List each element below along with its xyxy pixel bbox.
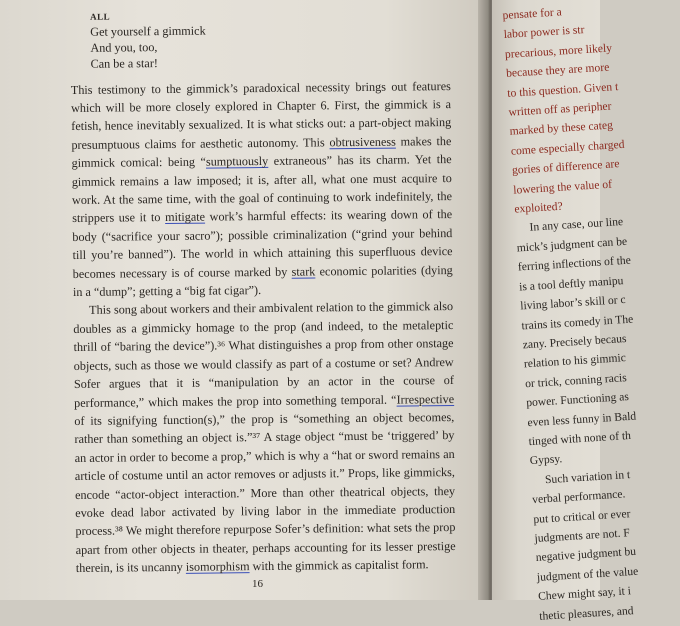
right-page-line: written off as peripher bbox=[508, 99, 612, 119]
right-page-line: judgment of the value bbox=[536, 564, 639, 584]
right-text-block bbox=[502, 0, 680, 626]
song-lyrics bbox=[70, 6, 451, 73]
right-page-line: exploited? bbox=[514, 199, 564, 216]
text-run: This song about workers and their ambivalent relation to the gimmick also doubles as a gimmicky homage to the prop (and indeed, to the metaleptic thrill of “baring the device”).³⁶ What distinguishes a prop from other onstage objects, such as those we would classify as part of a costume or set? Andrew Sofer argues that it is “manipulation by an actor in the course of performance,” which makes the prop into something temporal. “ bbox=[73, 299, 454, 410]
text-run: This testimony to the gimmick’s paradoxical necessity brings out features which will be more closely explored in Chapter 6. First, the gimmick is a fetish, hence inevitably sexualized. It is what sticks out: a part-object making presumptuous claims for aesthetic autonomy. This bbox=[70, 78, 452, 152]
body-paragraph bbox=[73, 297, 456, 577]
right-page-line: Gypsy. bbox=[529, 452, 563, 468]
underlined-word: stark bbox=[291, 264, 316, 279]
right-page-line: thetic pleasures, and bbox=[538, 603, 634, 623]
text-run: of its signifying function(s),” the prop is “something an object becomes, rather than something an object is.”³⁷ A stage object “must be ‘triggered’ by an actor in order to become a prop,” which is why a “hat or sword remains an article of costume until an actor removes or adjusts it.” Props, like gimmicks, encode “actor-object interaction.” More than other theatrical objects, they evoke dead labor activated by living labor in the immediate production process.³⁸ We might therefore repurpose Sofer’s definition: what sets the prop apart from other objects in theater, perhaps accounting for its lesser prestige therein, is its uncanny bbox=[74, 409, 456, 576]
lyric-speaker: ALL bbox=[90, 11, 111, 22]
body-paragraph bbox=[71, 77, 453, 302]
underlined-word: isomorphism bbox=[185, 559, 250, 574]
lyric-line: Can be a star! bbox=[90, 56, 158, 72]
lyric-line: And you, too, bbox=[90, 40, 158, 55]
right-page-line: judgments are not. F bbox=[534, 526, 631, 545]
right-page-line: because they are more bbox=[505, 60, 610, 81]
text-run: makes the gimmick comical: being “ bbox=[71, 133, 452, 171]
right-page-line: In any case, our line bbox=[529, 215, 624, 235]
right-page bbox=[492, 0, 639, 623]
right-page-line: come especially charged bbox=[510, 137, 625, 158]
right-page-line: is a tool deftly manipu bbox=[518, 273, 624, 294]
right-page-line: tinged with none of th bbox=[528, 428, 632, 449]
text-run: work’s harmful effects: its wearing down of the body (“sacrifice your sacro”); possible criminalization (“grind your behind till you’re banned”). The world in which attaining this superfluous device becomes necessary is of course marked by bbox=[72, 207, 453, 281]
underlined-word: mitigate bbox=[165, 210, 206, 225]
right-page-line: Chew might say, it i bbox=[537, 584, 632, 604]
right-page-line: mick’s judgment can be bbox=[516, 234, 628, 255]
left-text-block bbox=[70, 6, 456, 578]
right-page-line: relation to his gimmic bbox=[523, 351, 627, 371]
right-page-line: Such variation in t bbox=[544, 467, 631, 486]
right-page-line: verbal performance. bbox=[531, 487, 626, 507]
right-page-line: precarious, more likely bbox=[504, 41, 613, 61]
right-page-line: negative judgment bu bbox=[535, 545, 637, 565]
underlined-word: obtrusiveness bbox=[329, 134, 396, 150]
right-page-line: marked by these categ bbox=[509, 118, 614, 139]
text-run: economic polarities (dying in a “dump”; getting a “big fat cigar”). bbox=[72, 262, 453, 300]
right-page-line: even less funny in Bald bbox=[527, 409, 637, 429]
right-page-line: living labor’s skill or c bbox=[519, 293, 626, 313]
right-page-line: power. Functioning as bbox=[525, 390, 630, 410]
text-run: with the gimmick as capitalist form. bbox=[249, 557, 429, 574]
lyric-line: Get yourself a gimmick bbox=[90, 23, 206, 39]
right-page-line: zany. Precisely becaus bbox=[522, 331, 627, 352]
text-run: extraneous” has its charm. Yet the gimmick remains a law imposed; it is, after all, what one must acquire to work. At the same time, with the goal of continuing to work indefinitely, the strippers use it to bbox=[71, 152, 453, 226]
right-page-line: to this question. Given t bbox=[506, 79, 619, 100]
right-page-line: trains its comedy in The bbox=[521, 312, 634, 332]
right-page-line: or trick, conning racis bbox=[524, 370, 628, 391]
right-page-line: labor power is str bbox=[503, 23, 585, 42]
underlined-word: Irrespective bbox=[396, 391, 455, 407]
right-page-line: gories of difference are bbox=[511, 157, 620, 177]
underlined-word: sumptuously bbox=[205, 154, 269, 169]
right-page-line: put to critical or ever bbox=[532, 506, 631, 526]
right-page-line: ferring inflections of the bbox=[517, 253, 632, 274]
page-number: 16 bbox=[252, 578, 263, 590]
right-page-line: lowering the value of bbox=[512, 177, 613, 197]
right-page-line: pensate for a bbox=[502, 5, 563, 22]
